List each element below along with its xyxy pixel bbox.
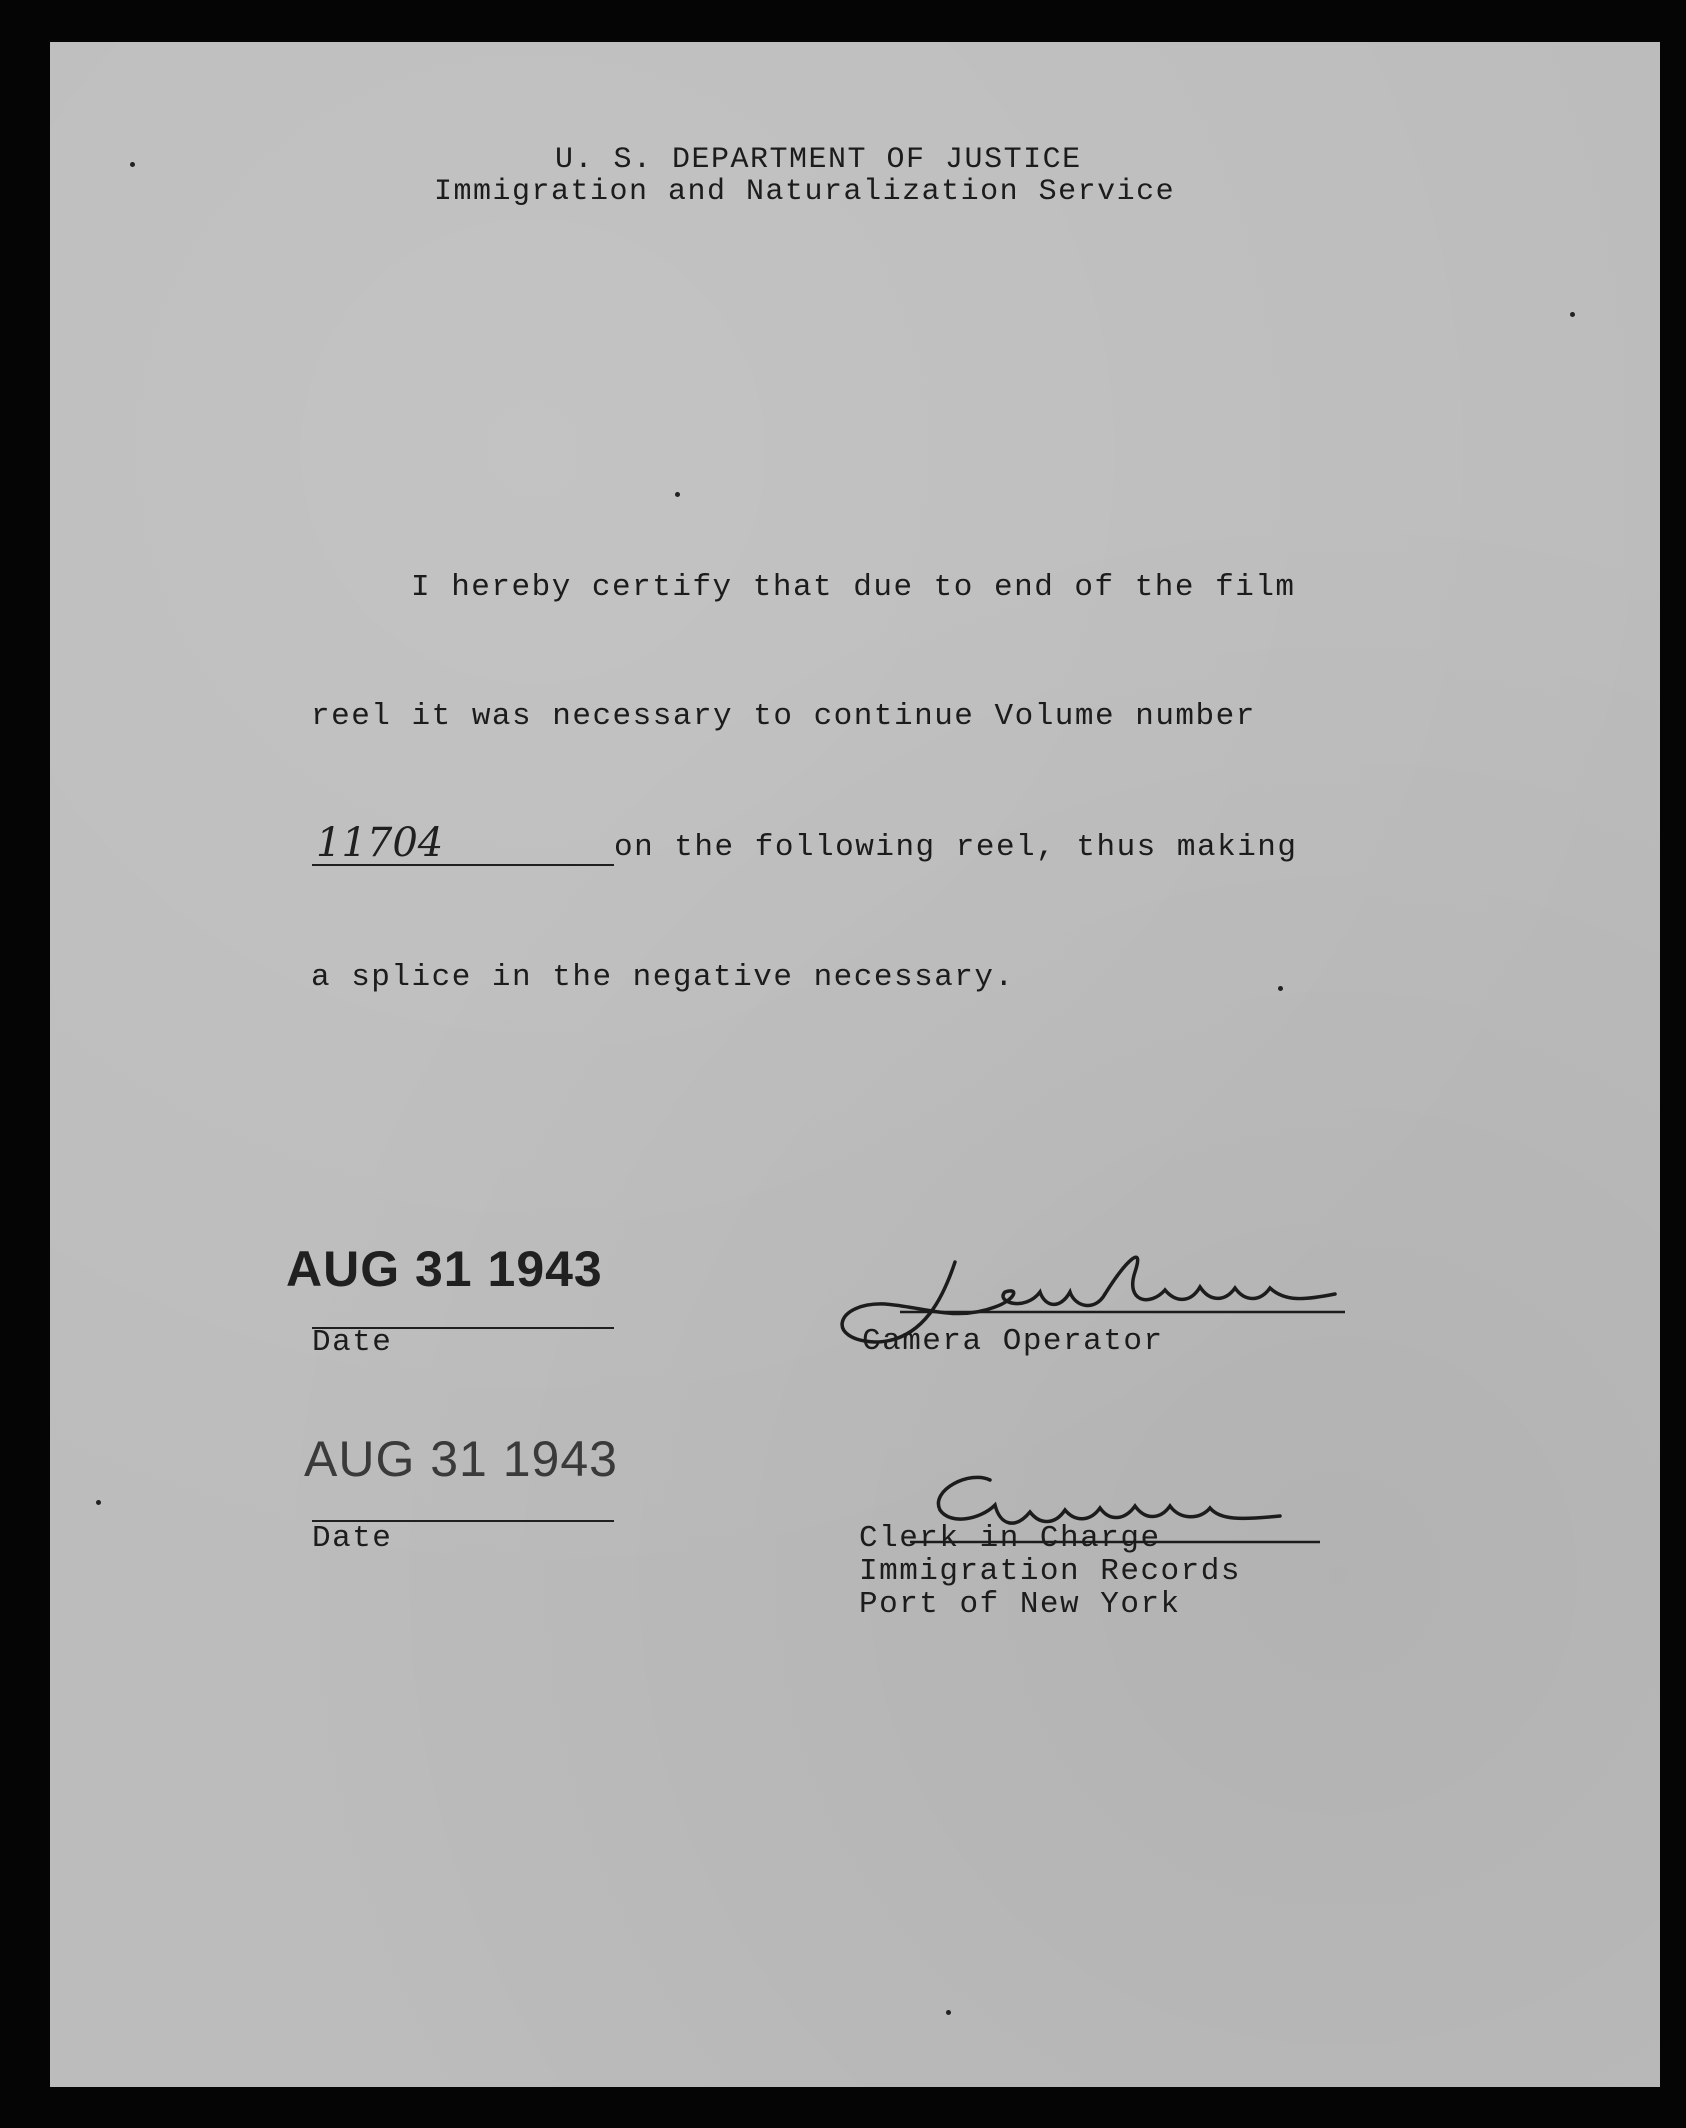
dust-speck xyxy=(1570,312,1575,317)
body-line-4: a splice in the negative necessary. xyxy=(311,960,1015,995)
clerk-title: Clerk in Charge xyxy=(859,1521,1161,1556)
date-stamp-2: AUG 31 1943 xyxy=(304,1431,618,1487)
clerk-department: Immigration Records xyxy=(859,1554,1241,1589)
dust-speck xyxy=(946,2010,951,2015)
header-service: Immigration and Naturalization Service xyxy=(434,175,1176,209)
body-line-1: I hereby certify that due to end of the film xyxy=(411,570,1296,605)
date-label-1: Date xyxy=(312,1325,393,1360)
dust-speck xyxy=(96,1500,101,1505)
camera-operator-label: Camera Operator xyxy=(862,1324,1164,1359)
body-line-2: reel it was necessary to continue Volume number xyxy=(311,699,1256,734)
document-page xyxy=(50,42,1660,2087)
volume-number: 11704 xyxy=(316,820,444,866)
dust-speck xyxy=(130,162,135,167)
body-line-3: on the following reel, thus making xyxy=(614,830,1298,865)
dust-speck xyxy=(675,492,680,497)
date-stamp-1: AUG 31 1943 xyxy=(286,1241,603,1297)
clerk-location: Port of New York xyxy=(859,1587,1181,1622)
date-label-2: Date xyxy=(312,1521,393,1556)
volume-number-underline xyxy=(312,864,614,866)
dust-speck xyxy=(1278,986,1283,991)
header-department: U. S. DEPARTMENT OF JUSTICE xyxy=(555,143,1082,177)
